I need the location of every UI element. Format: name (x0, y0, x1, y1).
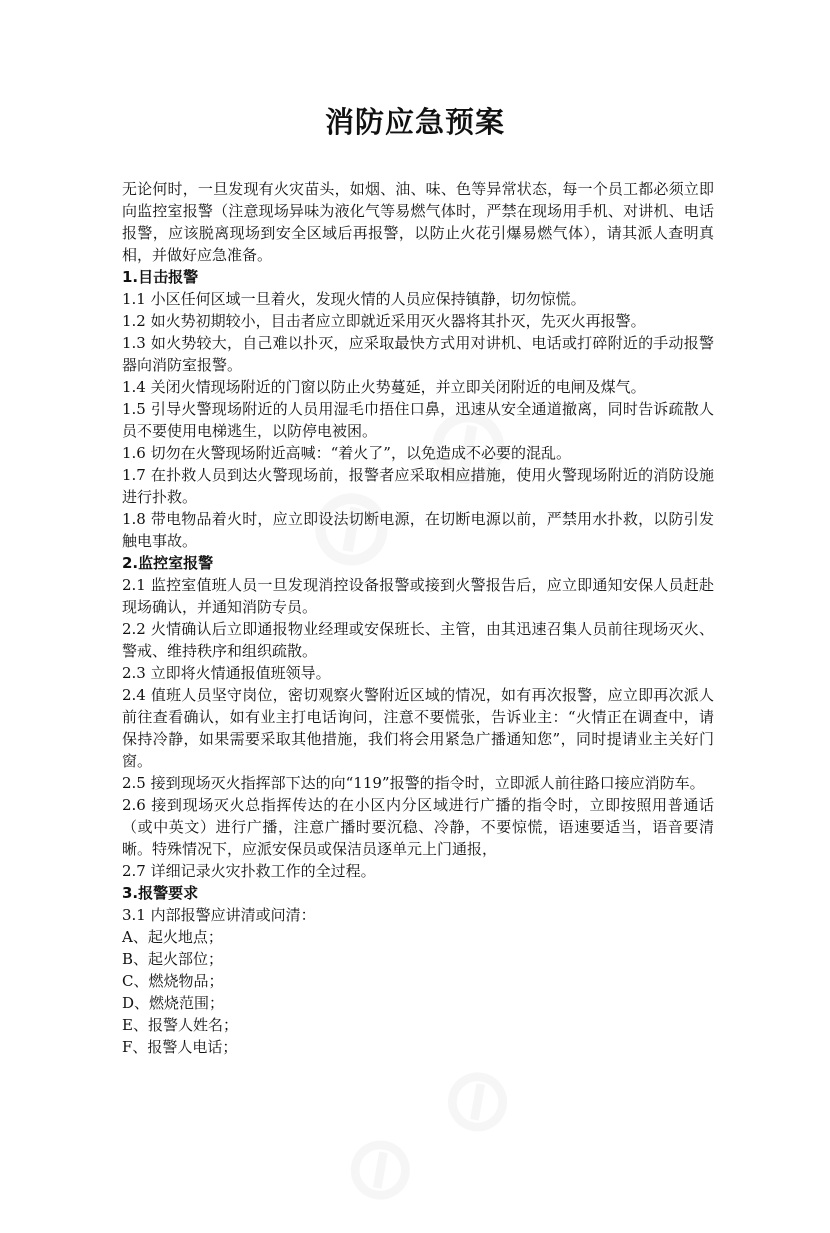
section1-item: 1.3 如火势较大，自己难以扑灭，应采取最快方式用对讲机、电话或打碎附近的手动报警器向消防室报警。 (122, 334, 714, 374)
section1-item: 1.2 如火势初期较小，目击者应立即就近采用灭火器将其扑灭，先灭火再报警。 (122, 312, 646, 330)
section2-item: 2.5 接到现场灭火指挥部下达的向“119”报警的指令时，立即派人前往路口接应消防车。 (122, 774, 705, 792)
section2-item: 2.3 立即将火情通报值班领导。 (122, 664, 331, 682)
section1-item: 1.6 切勿在火警现场附近高喊：“着火了”，以免造成不必要的混乱。 (122, 444, 571, 462)
section-heading-3: 3.报警要求 (122, 884, 199, 902)
document-body (122, 178, 714, 1058)
section2-item: 2.1 监控室值班人员一旦发现消控设备报警或接到火警报告后，应立即通知安保人员赶赴现场确认，并通知消防专员。 (122, 576, 714, 616)
section-heading-1: 1.目击报警 (122, 268, 199, 286)
section2-item: 2.2 火情确认后立即通报物业经理或安保班长、主管，由其迅速召集人员前往现场灭火、警戒、维持秩序和组织疏散。 (122, 620, 714, 660)
section3-item: B、起火部位； (122, 950, 224, 968)
document-title: 消防应急预案 (324, 105, 505, 139)
section3-item: C、燃烧物品； (122, 972, 224, 990)
section3-item: A、起火地点； (122, 928, 223, 946)
section3-item: D、燃烧范围； (122, 994, 225, 1012)
section1-item: 1.5 引导火警现场附近的人员用湿毛巾捂住口鼻，迅速从安全通道撤离，同时告诉疏散人员不要使用电梯逃生，以防停电被困。 (122, 400, 714, 440)
section1-item: 1.4 关闭火情现场附近的门窗以防止火势蔓延，并立即关闭附近的电闸及煤气。 (122, 378, 646, 396)
section2-item: 2.7 详细记录火灾扑救工作的全过程。 (122, 862, 376, 880)
section2-item: 2.6 接到现场灭火总指挥传达的在小区内分区域进行广播的指令时，立即按照用普通话（或中英文）进行广播，注意广播时要沉稳、冷静，不要惊慌，语速要适当，语音要清晰。特殊情况下，应派安保员或保洁员逐单元上门通报， (122, 796, 714, 858)
section3-item: F、报警人电话； (122, 1038, 238, 1056)
section2-item: 2.4 值班人员坚守岗位，密切观察火警附近区域的情况，如有再次报警，应立即再次派人前往查看确认，如有业主打电话询问，注意不要慌张，告诉业主：“火情正在调查中，请保持冷静，如果需要采取其他措施，我们将会用紧急广播通知您”，同时提请业主关好门窗。 (122, 686, 714, 770)
section1-item: 1.7 在扑救人员到达火警现场前，报警者应采取相应措施，使用火警现场附近的消防设施进行扑救。 (122, 466, 714, 506)
watermark (318, 1032, 542, 1233)
section1-item: 1.8 带电物品着火时，应立即设法切断电源，在切断电源以前，严禁用水扑救，以防引发触电事故。 (122, 510, 714, 550)
section3-item: E、报警人姓名； (122, 1016, 238, 1034)
section-heading-2: 2.监控室报警 (122, 554, 214, 572)
intro-paragraph: 无论何时，一旦发现有火灾苗头，如烟、油、味、色等异常状态，每一个员工都必须立即向监控室报警（注意现场异味为液化气等易燃气体时，严禁在现场用手机、对讲机、电话报警，应该脱离现场到安全区域后再报警，以防止火花引爆易燃气体），请其派人查明真相，并做好应急准备。 (122, 180, 714, 264)
section1-item: 1.1 小区任何区域一旦着火，发现火情的人员应保持镇静，切勿惊慌。 (122, 290, 586, 308)
section3-item: 3.1 内部报警应讲清或问清： (122, 906, 316, 924)
